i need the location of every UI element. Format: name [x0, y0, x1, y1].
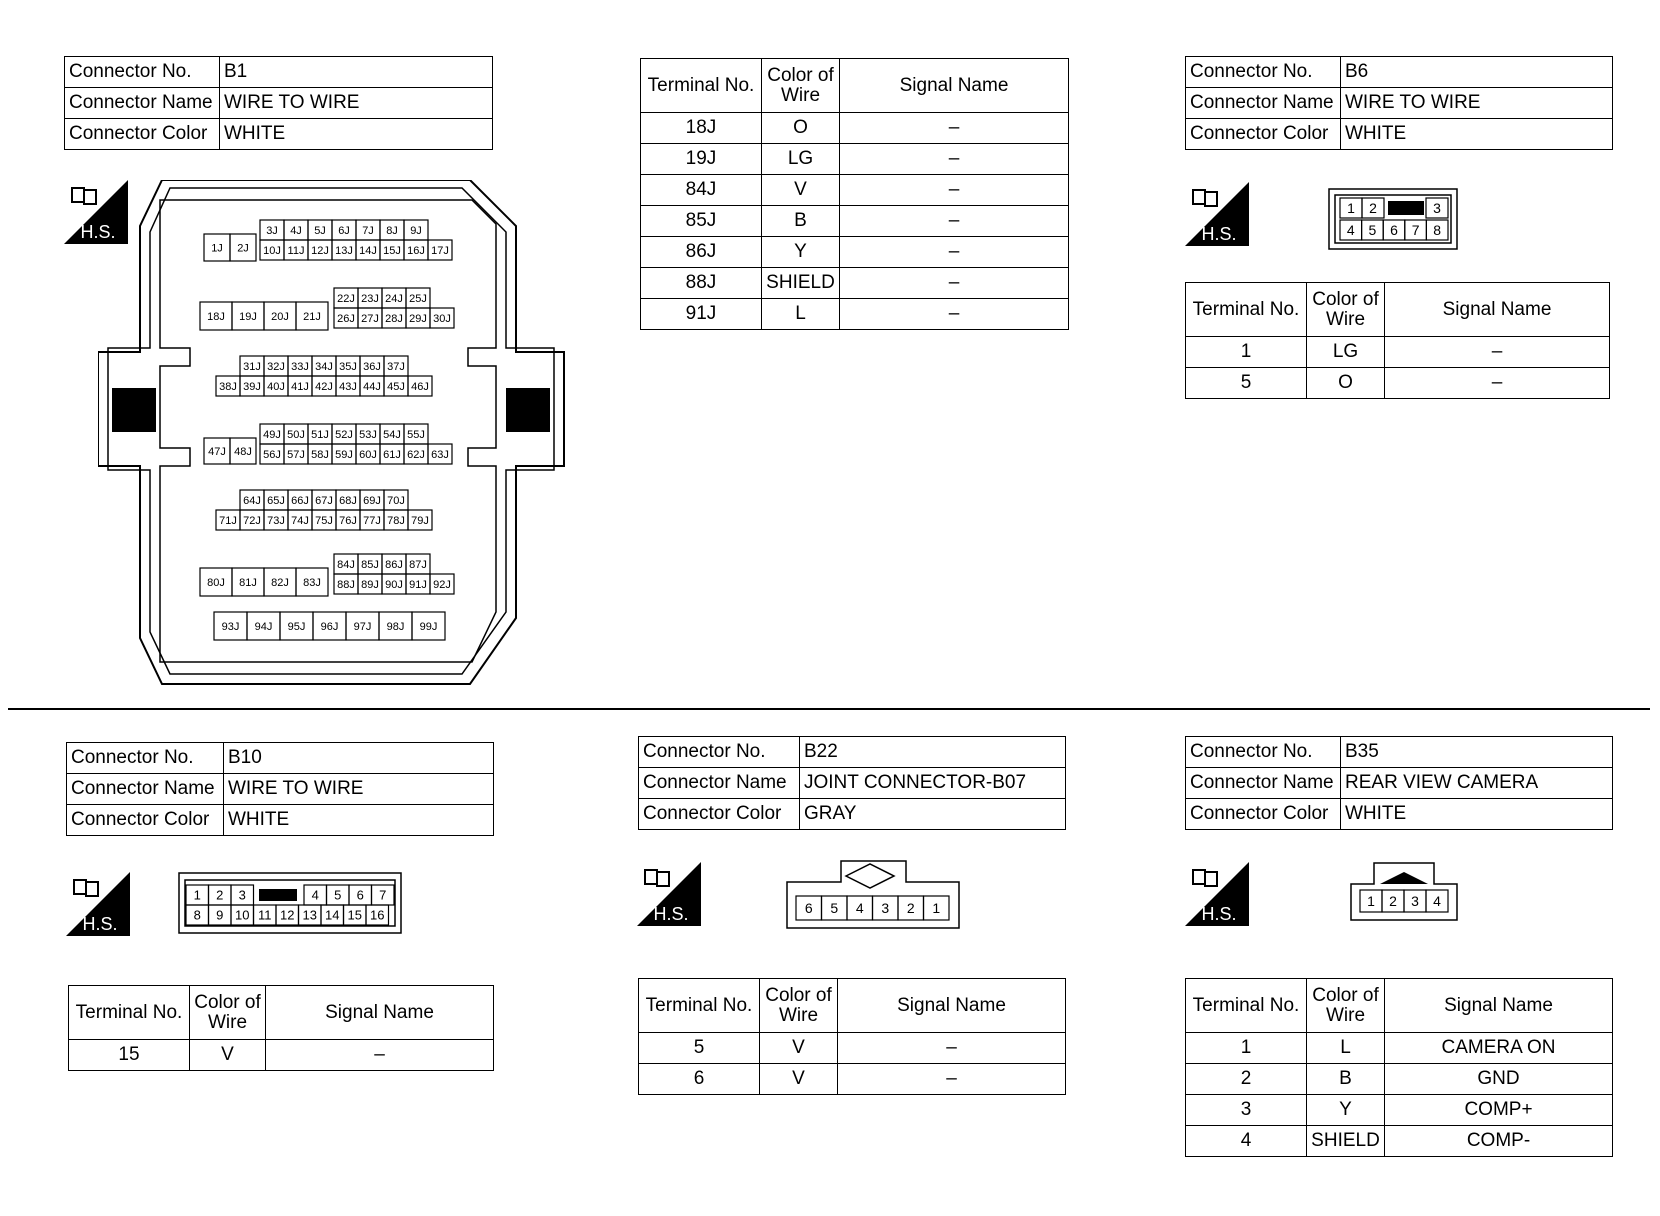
pin-label: 15 [347, 907, 362, 923]
wire-color-cell: V [190, 1040, 266, 1071]
b35-terminal-table [1185, 978, 1613, 1157]
pin-label: 17J [431, 244, 449, 257]
label: Connector No. [67, 743, 224, 774]
terminal-cell: 6 [639, 1064, 760, 1095]
pin-label: 6 [1390, 222, 1398, 239]
pin-label: 24J [385, 292, 403, 305]
label: Connector Color [67, 805, 224, 836]
table-row [641, 268, 1069, 299]
table-row [69, 1040, 494, 1071]
pin-label: 1 [193, 887, 201, 903]
connector-color: WHITE [1341, 119, 1613, 150]
pin-label: 65J [267, 494, 285, 507]
pin-label: 9J [410, 224, 422, 237]
label: Connector No. [1186, 737, 1341, 768]
pin-label: 83J [303, 576, 321, 589]
table-row [1186, 1064, 1613, 1095]
pin-label: 7 [379, 887, 387, 903]
pin-label: 62J [407, 448, 425, 461]
pin-label: 8J [386, 224, 398, 237]
header-signal: Signal Name [838, 979, 1066, 1033]
connector-color: WHITE [220, 119, 493, 150]
terminal-cell: 84J [641, 175, 762, 206]
table-row [641, 237, 1069, 268]
harness-side-icon [1185, 862, 1249, 926]
header-terminal: Terminal No. [1186, 283, 1307, 337]
pin-label: 47J [208, 445, 226, 458]
pin-label: 79J [411, 514, 429, 527]
b10-connector-info [66, 742, 494, 836]
connector-name: WIRE TO WIRE [220, 88, 493, 119]
wire-color-cell: LG [762, 144, 840, 175]
pin-label: 84J [337, 558, 355, 571]
b22-connector-info [638, 736, 1066, 830]
b22-terminal-table [638, 978, 1066, 1095]
pin-label: 73J [267, 514, 285, 527]
header-signal: Signal Name [1385, 283, 1610, 337]
label: Connector Name [1186, 88, 1341, 119]
pin-label: 42J [315, 380, 333, 393]
pin-label: 32J [267, 360, 285, 373]
pin-label: 14J [359, 244, 377, 257]
pin-label: 12 [280, 907, 295, 923]
pin-label: 36J [363, 360, 381, 373]
b1-terminal-table [640, 58, 1069, 330]
pin-label: 26J [337, 312, 355, 325]
harness-side-icon [66, 872, 130, 936]
pin-label: 16 [370, 907, 385, 923]
connector-no: B1 [220, 57, 493, 88]
pin-label: 11 [258, 907, 272, 923]
pin-label: 7 [1411, 222, 1420, 239]
header-wire-color: Color of Wire [762, 59, 840, 113]
table-row [1186, 1126, 1613, 1157]
pin-label: 15J [383, 244, 401, 257]
connector-name: REAR VIEW CAMERA [1341, 768, 1613, 799]
wire-color-cell: Y [762, 237, 840, 268]
pin-label: 11J [287, 244, 305, 257]
pin-label: 2 [1389, 893, 1397, 910]
pin-label: 39J [243, 380, 261, 393]
pin-label: 51J [311, 428, 329, 441]
pin-label: 34J [315, 360, 333, 373]
wire-color-cell: B [762, 206, 840, 237]
pin-label: 85J [361, 558, 379, 571]
pin-label: 99J [419, 620, 438, 633]
connector-name: WIRE TO WIRE [1341, 88, 1613, 119]
pin-label: 10 [235, 907, 250, 923]
b6-connector-info [1185, 56, 1613, 150]
pin-label: 10J [263, 244, 281, 257]
signal-cell: GND [1385, 1064, 1613, 1095]
header-signal: Signal Name [840, 59, 1069, 113]
connector-color: WHITE [1341, 799, 1613, 830]
pin-label: 61J [383, 448, 401, 461]
pin-label: 60J [359, 448, 377, 461]
connector-no: B22 [800, 737, 1066, 768]
terminal-cell: 2 [1186, 1064, 1307, 1095]
pin-label: 6 [804, 900, 813, 917]
wire-color-cell: V [762, 175, 840, 206]
pin-label: 5 [334, 887, 342, 903]
b10-pin-grid [186, 885, 394, 925]
terminal-cell: 88J [641, 268, 762, 299]
table-row [641, 113, 1069, 144]
pin-label: 4 [855, 900, 864, 917]
label: Connector No. [1186, 57, 1341, 88]
b22-pin-grid [796, 896, 949, 920]
label: Connector Color [65, 119, 220, 150]
table-row [641, 144, 1069, 175]
wire-color-cell: O [1307, 368, 1385, 399]
pin-label: 21J [303, 310, 321, 323]
pin-label: 3 [1411, 893, 1419, 910]
pin-label: 2 [216, 887, 224, 903]
pin-label: 1 [1347, 200, 1355, 217]
pin-label: 93J [221, 620, 240, 633]
pin-label: 25J [409, 292, 427, 305]
terminal-cell: 85J [641, 206, 762, 237]
b10-terminal-table [68, 985, 494, 1071]
pin-label: 97J [353, 620, 372, 633]
pin-label: 7J [362, 224, 374, 237]
connector-name: JOINT CONNECTOR-B07 [800, 768, 1066, 799]
pin-label: 35J [339, 360, 357, 373]
table-row [641, 175, 1069, 206]
label: Connector Name [639, 768, 800, 799]
signal-cell: – [840, 175, 1069, 206]
lock-tab [259, 889, 297, 901]
pin-label: 3 [1433, 200, 1441, 217]
pin-label: 13J [335, 244, 353, 257]
signal-cell: CAMERA ON [1385, 1033, 1613, 1064]
pin-label: 5J [314, 224, 326, 237]
pin-label: 37J [387, 360, 405, 373]
hs-label: H.S. [1201, 224, 1237, 244]
pin-label: 67J [315, 494, 333, 507]
pin-label: 14 [325, 907, 340, 923]
signal-cell: COMP+ [1385, 1095, 1613, 1126]
table-row [639, 1064, 1066, 1095]
signal-cell: COMP- [1385, 1126, 1613, 1157]
label: Connector No. [639, 737, 800, 768]
pin-label: 50J [287, 428, 305, 441]
header-terminal: Terminal No. [1186, 979, 1307, 1033]
signal-cell: – [838, 1033, 1066, 1064]
terminal-cell: 1 [1186, 1033, 1307, 1064]
header-wire-color: Color of Wire [760, 979, 838, 1033]
pin-label: 2J [237, 242, 249, 255]
pin-label: 96J [320, 620, 339, 633]
signal-cell: – [840, 144, 1069, 175]
signal-cell: – [838, 1064, 1066, 1095]
connector-color: WHITE [224, 805, 494, 836]
signal-cell: – [840, 237, 1069, 268]
pin-label: 4 [1346, 222, 1355, 239]
wire-color-cell: L [762, 299, 840, 330]
pin-label: 18J [207, 310, 225, 323]
wire-color-cell: Y [1307, 1095, 1385, 1126]
pin-label: 6J [338, 224, 350, 237]
pin-label: 23J [361, 292, 379, 305]
section-divider [8, 708, 1650, 710]
connector-no: B6 [1341, 57, 1613, 88]
table-row [1186, 368, 1610, 399]
table-row [641, 299, 1069, 330]
header-signal: Signal Name [266, 986, 494, 1040]
pin-label: 27J [361, 312, 379, 325]
pin-label: 45J [387, 380, 405, 393]
pin-label: 41J [291, 380, 309, 393]
table-row [639, 1033, 1066, 1064]
b1-pin-grid [200, 220, 454, 640]
header-terminal: Terminal No. [641, 59, 762, 113]
pin-label: 6 [356, 887, 364, 903]
header-wire-color: Color of Wire [1307, 283, 1385, 337]
b22-connector-face [786, 860, 960, 930]
terminal-cell: 3 [1186, 1095, 1307, 1126]
pin-label: 20J [271, 310, 289, 323]
pin-label: 77J [363, 514, 381, 527]
pin-label: 86J [385, 558, 403, 571]
pin-label: 92J [433, 578, 451, 591]
pin-label: 72J [243, 514, 261, 527]
signal-cell: – [1385, 368, 1610, 399]
b6-pin-grid [1340, 198, 1448, 240]
signal-cell: – [1385, 337, 1610, 368]
pin-label: 66J [291, 494, 309, 507]
signal-cell: – [840, 268, 1069, 299]
hs-label: H.S. [82, 914, 118, 934]
label: Connector Color [1186, 119, 1341, 150]
terminal-cell: 19J [641, 144, 762, 175]
b6-connector-face [1328, 188, 1458, 250]
b6-terminal-table [1185, 282, 1610, 399]
pin-label: 4 [311, 887, 319, 903]
hs-label: H.S. [80, 222, 116, 242]
header-terminal: Terminal No. [69, 986, 190, 1040]
label: Connector No. [65, 57, 220, 88]
header-wire-color: Color of Wire [190, 986, 266, 1040]
pin-label: 89J [361, 578, 379, 591]
pin-label: 95J [287, 620, 306, 633]
pin-label: 63J [431, 448, 449, 461]
header-terminal: Terminal No. [639, 979, 760, 1033]
pin-label: 16J [407, 244, 425, 257]
pin-label: 2 [906, 900, 915, 917]
harness-side-icon [637, 862, 701, 926]
connector-no: B35 [1341, 737, 1613, 768]
pin-label: 90J [385, 578, 403, 591]
hs-label: H.S. [653, 904, 689, 924]
pin-label: 46J [411, 380, 429, 393]
table-row [641, 206, 1069, 237]
wire-color-cell: LG [1307, 337, 1385, 368]
wire-color-cell: O [762, 113, 840, 144]
pin-label: 88J [337, 578, 355, 591]
pin-label: 44J [363, 380, 381, 393]
pin-label: 78J [387, 514, 405, 527]
terminal-cell: 86J [641, 237, 762, 268]
connector-name: WIRE TO WIRE [224, 774, 494, 805]
pin-label: 4 [1433, 893, 1441, 910]
wire-color-cell: V [760, 1064, 838, 1095]
pin-label: 80J [207, 576, 225, 589]
signal-cell: – [840, 113, 1069, 144]
signal-cell: – [840, 206, 1069, 237]
pin-label: 43J [339, 380, 357, 393]
label: Connector Name [67, 774, 224, 805]
pin-label: 5 [830, 900, 839, 917]
pin-label: 69J [363, 494, 381, 507]
pin-label: 5 [1368, 222, 1377, 239]
pin-label: 22J [337, 292, 355, 305]
terminal-cell: 18J [641, 113, 762, 144]
pin-label: 59J [335, 448, 353, 461]
pin-label: 76J [339, 514, 357, 527]
label: Connector Name [65, 88, 220, 119]
signal-cell: – [840, 299, 1069, 330]
wire-color-cell: V [760, 1033, 838, 1064]
pin-label: 1 [932, 900, 941, 917]
pin-label: 19J [239, 310, 257, 323]
pin-label: 53J [359, 428, 377, 441]
pin-label: 52J [335, 428, 353, 441]
wire-color-cell: B [1307, 1064, 1385, 1095]
header-wire-color: Color of Wire [1307, 979, 1385, 1033]
connector-no: B10 [224, 743, 494, 774]
pin-label: 40J [267, 380, 285, 393]
pin-label: 31J [243, 360, 261, 373]
terminal-cell: 15 [69, 1040, 190, 1071]
terminal-cell: 1 [1186, 337, 1307, 368]
signal-cell: – [266, 1040, 494, 1071]
pin-label: 9 [216, 907, 224, 923]
label: Connector Color [639, 799, 800, 830]
pin-label: 3 [238, 887, 246, 903]
pin-label: 8 [193, 907, 201, 923]
pin-label: 30J [433, 312, 451, 325]
pin-label: 68J [339, 494, 357, 507]
pin-label: 54J [383, 428, 401, 441]
table-row [1186, 337, 1610, 368]
wire-color-cell: SHIELD [1307, 1126, 1385, 1157]
pin-label: 71J [219, 514, 237, 527]
pin-label: 48J [234, 445, 252, 458]
pin-label: 70J [387, 494, 405, 507]
terminal-cell: 5 [639, 1033, 760, 1064]
b35-pin-grid [1360, 890, 1448, 912]
pin-label: 87J [409, 558, 427, 571]
pin-label: 13 [302, 907, 317, 923]
terminal-cell: 4 [1186, 1126, 1307, 1157]
pin-label: 1 [1367, 893, 1375, 910]
pin-label: 57J [287, 448, 305, 461]
pin-label: 28J [385, 312, 403, 325]
terminal-cell: 91J [641, 299, 762, 330]
header-signal: Signal Name [1385, 979, 1613, 1033]
pin-label: 81J [239, 576, 257, 589]
table-row [1186, 1095, 1613, 1126]
b35-connector-face [1350, 862, 1458, 922]
lock-tab [1388, 201, 1424, 215]
pin-label: 38J [219, 380, 237, 393]
pin-label: 94J [254, 620, 273, 633]
b35-connector-info [1185, 736, 1613, 830]
pin-label: 12J [311, 244, 329, 257]
pin-label: 64J [243, 494, 261, 507]
pin-label: 2 [1369, 200, 1377, 217]
pin-label: 3 [881, 900, 890, 917]
pin-label: 74J [291, 514, 309, 527]
wire-color-cell: SHIELD [762, 268, 840, 299]
pin-label: 56J [263, 448, 281, 461]
pin-label: 1J [211, 242, 223, 255]
pin-label: 82J [271, 576, 289, 589]
pin-label: 75J [315, 514, 333, 527]
pin-label: 55J [407, 428, 425, 441]
b10-connector-face [178, 872, 402, 934]
terminal-cell: 5 [1186, 368, 1307, 399]
wire-color-cell: L [1307, 1033, 1385, 1064]
pin-label: 4J [290, 224, 302, 237]
hs-label: H.S. [1201, 904, 1237, 924]
pin-label: 98J [386, 620, 405, 633]
b1-connector-face [98, 180, 568, 685]
pin-label: 3J [266, 224, 278, 237]
table-row [1186, 1033, 1613, 1064]
connector-color: GRAY [800, 799, 1066, 830]
label: Connector Name [1186, 768, 1341, 799]
pin-label: 33J [291, 360, 309, 373]
pin-label: 8 [1433, 222, 1442, 239]
label: Connector Color [1186, 799, 1341, 830]
pin-label: 49J [263, 428, 281, 441]
b1-connector-info [64, 56, 493, 150]
pin-label: 91J [409, 578, 427, 591]
pin-label: 29J [409, 312, 427, 325]
pin-label: 58J [311, 448, 329, 461]
harness-side-icon [1185, 182, 1249, 246]
